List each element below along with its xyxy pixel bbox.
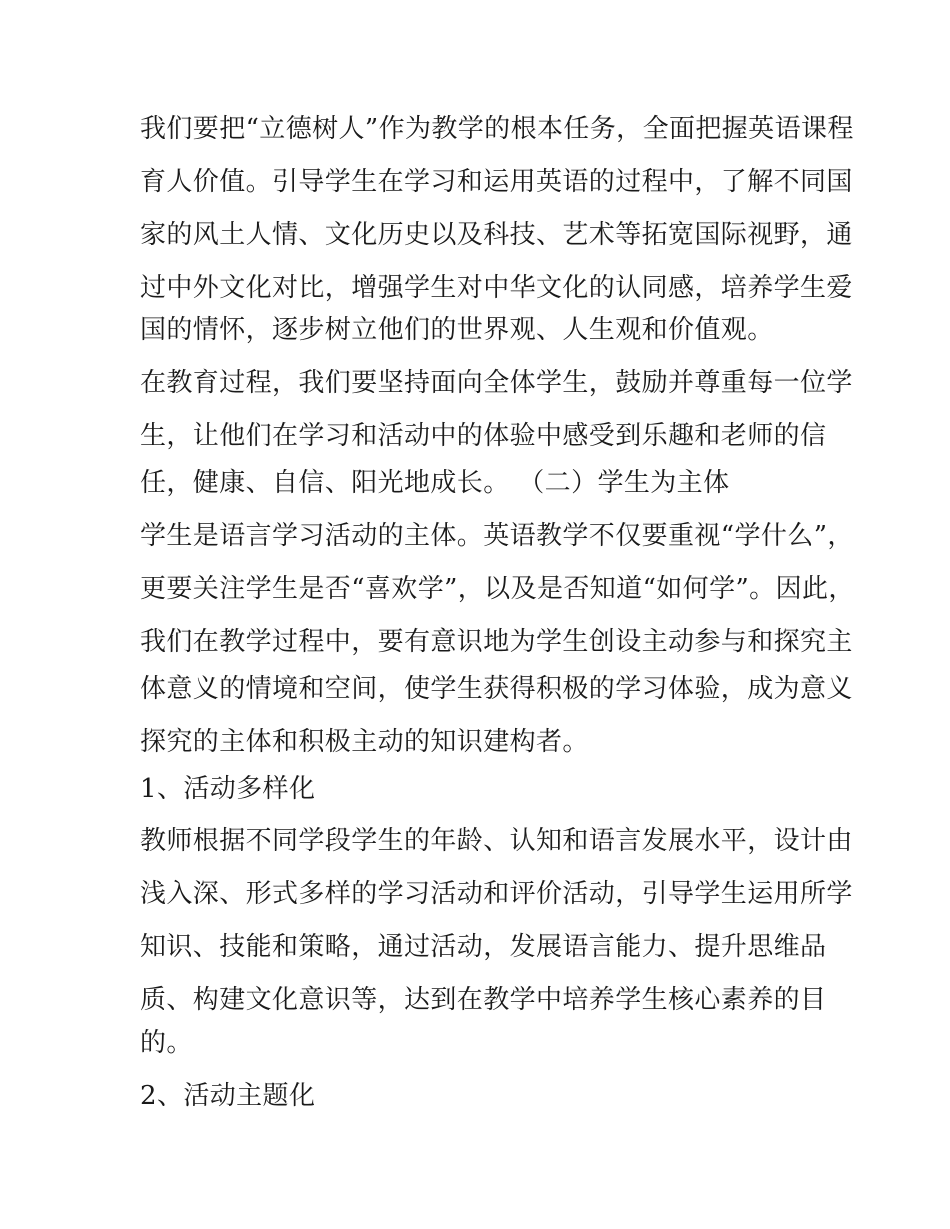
- paragraph-line: 学生是语言学习活动的主体。英语教学不仅要重视“学什么”，: [140, 521, 854, 551]
- paragraph-line: 过中外文化对比，增强学生对中华文化的认同感，培养学生爱: [140, 273, 853, 303]
- paragraph-line: 体意义的情境和空间，使学生获得积极的学习体验，成为意义: [140, 674, 853, 704]
- paragraph-line: 教师根据不同学段学生的年龄、认知和语言发展水平，设计由: [140, 826, 853, 856]
- paragraph-line: 在教育过程，我们要坚持面向全体学生，鼓励并尊重每一位学: [140, 368, 853, 398]
- paragraph-line: 质、构建文化意识等，达到在教学中培养学生核心素养的目: [140, 985, 827, 1015]
- paragraph-line: 浅入深、形式多样的学习活动和评价活动，引导学生运用所学: [140, 879, 853, 909]
- paragraph-line: 我们在教学过程中，要有意识地为学生创设主动参与和探究主: [140, 627, 853, 657]
- paragraph-line: 的。: [140, 1028, 193, 1058]
- paragraph-line: 任，健康、自信、阳光地成长。 （二）学生为主体: [140, 468, 730, 498]
- paragraph-line: 育人价值。引导学生在学习和运用英语的过程中，了解不同国: [140, 167, 853, 197]
- paragraph-line: 家的风土人情、文化历史以及科技、艺术等拓宽国际视野，通: [140, 220, 853, 250]
- paragraph-line: 国的情怀，逐步树立他们的世界观、人生观和价值观。: [140, 315, 774, 345]
- paragraph-line: 更要关注学生是否“喜欢学”，以及是否知道“如何学”。因此，: [140, 574, 855, 604]
- paragraph-line: 探究的主体和积极主动的知识建构者。: [140, 727, 589, 757]
- paragraph-line: 知识、技能和策略，通过活动，发展语言能力、提升思维品: [140, 932, 827, 962]
- paragraph-line: 生，让他们在学习和活动中的体验中感受到乐趣和老师的信: [140, 421, 827, 451]
- paragraph-line: 我们要把“立德树人”作为教学的根本任务，全面把握英语课程: [140, 114, 854, 144]
- section-heading: 2、活动主题化: [140, 1081, 316, 1111]
- section-heading: 1、活动多样化: [140, 774, 316, 804]
